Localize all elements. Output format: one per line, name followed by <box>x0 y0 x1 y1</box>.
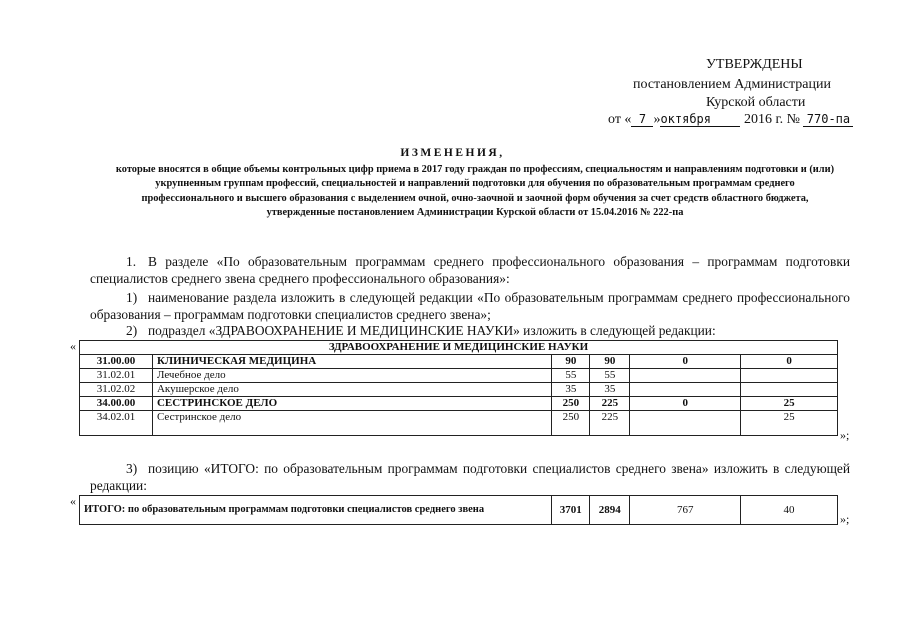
total-part-time: 767 <box>630 496 741 525</box>
row-total: 35 <box>552 383 590 397</box>
health-sciences-table <box>79 340 838 436</box>
table-row <box>80 496 838 525</box>
row-name: СЕСТРИНСКОЕ ДЕЛО <box>152 397 551 411</box>
date-mid: » <box>653 112 661 127</box>
table2-close-quote: »; <box>840 512 850 526</box>
approval-line-2: постановлением Администрации <box>633 77 831 92</box>
table-header-row <box>80 341 838 355</box>
row-extramural: 0 <box>741 355 838 369</box>
date-year: 2016 г. № <box>743 112 800 127</box>
row-full-time: 225 <box>590 397 630 411</box>
row-full-time: 55 <box>590 369 630 383</box>
row-full-time: 225 <box>590 411 630 436</box>
table-row <box>80 383 838 397</box>
total-full-time: 2894 <box>590 496 630 525</box>
paragraph-1-number: 1. <box>126 254 137 269</box>
row-part-time: 0 <box>630 355 741 369</box>
approval-date-line <box>608 112 853 128</box>
paragraph-3-text: подраздел «ЗДРАВООХРАНЕНИЕ И МЕДИЦИНСКИЕ НАУКИ» изложить в следующей редакции: <box>148 323 716 338</box>
row-part-time <box>630 369 741 383</box>
row-full-time: 35 <box>590 383 630 397</box>
date-month: октября <box>660 113 740 127</box>
document-number: 770-па <box>803 113 853 127</box>
paragraph-1 <box>90 254 850 288</box>
row-total: 250 <box>552 397 590 411</box>
table2-open-quote: « <box>70 494 76 508</box>
date-prefix: от « <box>608 112 632 127</box>
row-total: 55 <box>552 369 590 383</box>
total-all: 3701 <box>552 496 590 525</box>
paragraph-2-text: наименование раздела изложить в следующей редакции «По образовательным программам среднего профессионального образования – программам подготовки специалистов среднего звена»; <box>90 290 850 322</box>
row-part-time <box>630 411 741 436</box>
row-name: КЛИНИЧЕСКАЯ МЕДИЦИНА <box>152 355 551 369</box>
paragraph-1-text: В разделе «По образовательным программам среднего профессионального образования – программам подготовки специалистов среднего звена среднего профессионального образования»: <box>90 254 850 286</box>
table1-close-quote: »; <box>840 428 850 442</box>
row-part-time: 0 <box>630 397 741 411</box>
table-section-header: ЗДРАВООХРАНЕНИЕ И МЕДИЦИНСКИЕ НАУКИ <box>80 341 838 355</box>
document-title: ИЗМЕНЕНИЯ, <box>400 147 505 159</box>
row-extramural: 25 <box>741 397 838 411</box>
row-part-time <box>630 383 741 397</box>
row-name: Сестринское дело <box>152 411 551 436</box>
approval-heading: УТВЕРЖДЕНЫ <box>706 57 803 72</box>
row-extramural <box>741 369 838 383</box>
row-total: 90 <box>552 355 590 369</box>
row-code: 31.00.00 <box>80 355 153 369</box>
row-code: 31.02.02 <box>80 383 153 397</box>
row-code: 34.02.01 <box>80 411 153 436</box>
row-code: 34.00.00 <box>80 397 153 411</box>
paragraph-3-number: 2) <box>126 323 138 338</box>
row-total: 250 <box>552 411 590 436</box>
approval-line-3: Курской области <box>706 95 806 110</box>
row-extramural <box>741 383 838 397</box>
date-day: 7 <box>631 113 653 127</box>
row-name: Лечебное дело <box>152 369 551 383</box>
paragraph-2-number: 1) <box>126 290 138 305</box>
row-code: 31.02.01 <box>80 369 153 383</box>
row-name: Акушерское дело <box>152 383 551 397</box>
paragraph-4 <box>90 461 850 495</box>
table1-open-quote: « <box>70 339 76 353</box>
table-row <box>80 369 838 383</box>
row-extramural: 25 <box>741 411 838 436</box>
table-row <box>80 397 838 411</box>
paragraph-4-number: 3) <box>126 461 138 476</box>
table-row <box>80 411 838 436</box>
total-extramural: 40 <box>741 496 838 525</box>
document-subtitle: которые вносятся в общие объемы контрольных цифр приема в 2017 году граждан по профессиям, специальностям и направлениям подготовки и (или) укрупненным группам профессий, специальностей и направлений подготовки для обучения по образовательным программам среднего профессионального и высшего образования с выделением очной, очно-заочной и заочной форм обучения за счет средств областного бюджета, утвержденные постановлением Администрации Курской области от 15.04.2016 № 222-па <box>115 164 835 219</box>
row-full-time: 90 <box>590 355 630 369</box>
paragraph-3 <box>90 323 850 340</box>
total-table <box>79 495 838 525</box>
table-row <box>80 355 838 369</box>
paragraph-2 <box>90 290 850 324</box>
total-label: ИТОГО: по образовательным программам подготовки специалистов среднего звена <box>80 496 552 525</box>
paragraph-4-text: позицию «ИТОГО: по образовательным программам подготовки специалистов среднего звена» изложить в следующей редакции: <box>90 461 850 493</box>
